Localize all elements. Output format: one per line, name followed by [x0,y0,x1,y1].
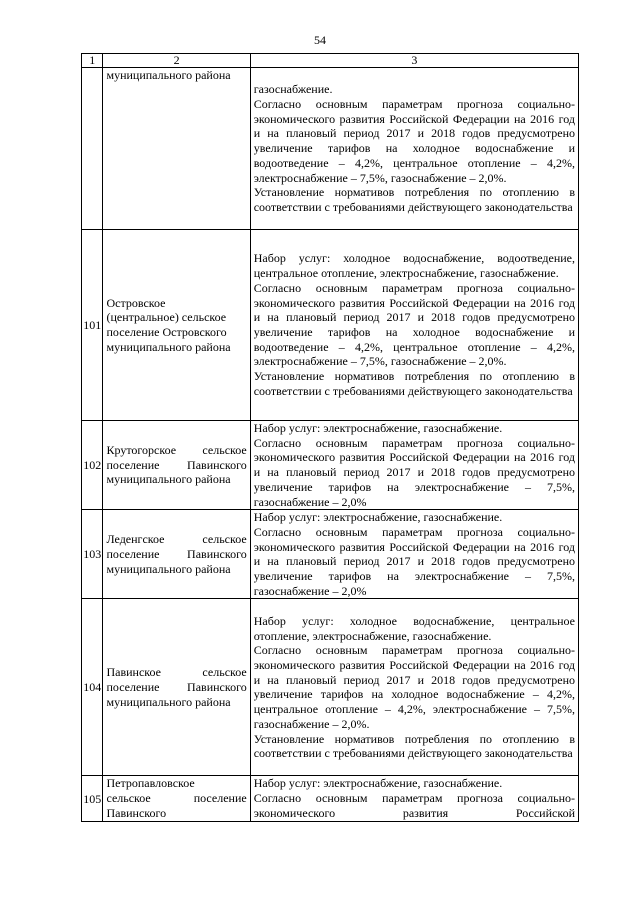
name-line: поселение Островского [106,325,227,339]
tariff-table [81,53,579,822]
tariff-description [250,510,578,599]
name-line: Крутогорское сельское [106,443,247,458]
name-line: Леденгское сельское [106,532,247,547]
header-col-3: 3 [250,54,578,68]
tariff-description [250,230,578,421]
settlement-name [103,776,250,822]
row-number: 103 [82,510,103,599]
name-line: муниципального района [106,472,231,487]
name-line: муниципального района [106,694,231,709]
settlement-name [103,230,250,421]
text-paragraph: Набор услуг: электроснабжение, газоснабжение. [253,421,503,435]
text-paragraph: Согласно основным параметрам прогноза социально-экономического развития Российской Федерации на 2016 год и на плановый период 2017 и 2018 годов предусмотрено увеличение тарифов на холодное водоснабжение и водоотведение – 4,2%, центральное отопление – 4,2%, электроснабжение – 7,5%, газоснабжение – 2,0%. [253,97,575,185]
tariff-description [250,599,578,776]
text-paragraph: Установление нормативов потребления по отоплению в соответствии с требованиями действующего законодательства [253,185,575,214]
row-number: 102 [82,421,103,510]
table-row [82,776,579,822]
text-paragraph: Согласно основным параметрам прогноза социально-экономического развития Российской Федерации на 2016 год и на плановый период 2017 и 2018 годов предусмотрено увеличение тарифов на электроснабжение – 7,5%, газоснабжение – 2,0% [253,524,575,598]
text-paragraph: Согласно основным параметрам прогноза социально-экономического развития Российской Федерации на 2016 год и на плановый период 2017 и 2018 годов предусмотрено увеличение тарифов на холодное водоснабжение и водоотведение – 4,2%, центральное отопление – 4,2%, электроснабжение – 7,5%, газоснабжение – 2,0%. [253,280,575,369]
name-line: поселение Павинского [106,457,247,472]
tariff-description [250,776,578,822]
name-line: сельское поселение [106,791,247,806]
table-row [82,599,579,776]
name-line: муниципального района [106,339,231,354]
text-paragraph: Согласно основным параметрам прогноза социально-экономического развития Российской Федерации на 2016 год и на плановый период 2017 и 2018 годов предусмотрено увеличение тарифов на холодное водоснабжение – 4,2%, центральное отопление – 4,2%, электроснабжение – 7,5%, газоснабжение – 2,0%. [253,643,575,731]
row-number: 104 [82,599,103,776]
text-paragraph: Установление нормативов потребления по отоплению в соответствии с требованиями действующего законодательства [253,369,575,398]
text-paragraph: Набор услуг: холодное водоснабжение, водоотведение, центральное отопление, электроснабжение, газоснабжение. [253,251,575,281]
table-row [82,230,579,421]
table-row [82,421,579,510]
header-col-2: 2 [103,54,250,68]
settlement-name [103,68,250,230]
tariff-description [250,68,578,230]
text-paragraph: Установление нормативов потребления по отоплению в соответствии с требованиями действующего законодательства [253,731,575,761]
name-line: (центральное) сельское [106,310,227,325]
name-line: Павинское сельское [106,665,247,680]
settlement-name [103,599,250,776]
table-header-row [82,54,579,68]
text-paragraph: Согласно основным параметрам прогноза социально-экономического развития Российской [253,791,575,820]
settlement-name [103,510,250,599]
text-paragraph: газоснабжение. [253,82,333,97]
page-number: 54 [314,33,326,47]
table-row [82,510,579,599]
table-row [82,68,579,230]
name-line: муниципального района [106,68,231,82]
header-col-1: 1 [82,54,103,68]
name-line: Островское [106,295,166,310]
name-line: Павинского [106,805,167,820]
settlement-name [103,421,250,510]
text-paragraph: Согласно основным параметрам прогноза социально-экономического развития Российской Федерации на 2016 год и на плановый период 2017 и 2018 годов предусмотрено увеличение тарифов на электроснабжение – 7,5%, газоснабжение – 2,0% [253,435,575,509]
name-line: Петропавловское [106,776,195,791]
name-line: поселение Павинского [106,546,247,561]
text-paragraph: Набор услуг: электроснабжение, газоснабжение. [253,776,503,791]
row-number [82,68,103,230]
name-line: муниципального района [106,561,231,576]
tariff-description [250,421,578,510]
text-paragraph: Набор услуг: холодное водоснабжение, центральное отопление, электроснабжение, газоснабжение. [253,613,575,643]
row-number: 101 [82,230,103,421]
row-number: 105 [82,776,103,822]
text-paragraph: Набор услуг: электроснабжение, газоснабжение. [253,510,503,525]
name-line: поселение Павинского [106,680,247,695]
